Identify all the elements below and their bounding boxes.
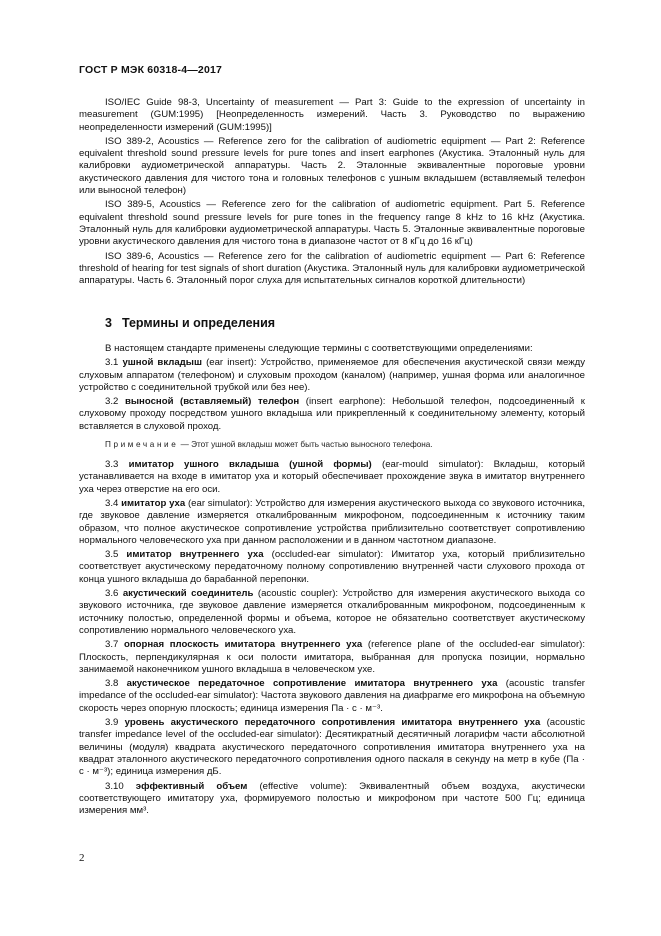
term-name: уровень акустического передаточного сопротивления имитатора внутреннего уха (124, 717, 541, 729)
term-name: имитатор ушного вкладыша (ушной формы) (128, 459, 372, 471)
term-name: акустическое передаточное сопротивление имитатора внутреннего уха (126, 678, 498, 690)
term-name: опорная плоскость имитатора внутреннего уха (124, 639, 363, 651)
normative-references (79, 97, 585, 289)
section-number: 3 (105, 316, 112, 330)
term-3-9: 3.9 уровень акустического передаточного сопротивления имитатора внутреннего уха (acoustic transfer impedance level of the occluded-ear simulator): Десятикратный десятичный логарифм части абсолютной величины (модуля) квадрата акустического передаточного сопротивления имитатора внутреннего уха на квадрат эталонного акустического передаточного сопротивления одного паскаля в секунду на метр в кубе (Па · с · м⁻³); единица измерения дБ. (79, 717, 585, 778)
terms-list (79, 343, 585, 819)
note-label: Примечание (105, 440, 179, 450)
reference-iso-389-6: ISO 389-6, Acoustics — Reference zero for the calibration of audiometric equipment — Part 6: Reference threshold of hearing for test signals of short duration (Акустика. Эталонный нуль для калибровки аудиометрической аппаратуры. Часть 6. Эталонный порог слуха для испытательных сигналов короткой длительности) (79, 250, 585, 287)
term-name: акустический соединитель (122, 588, 254, 600)
term-3-10: 3.10 эффективный объем (effective volume): Эквивалентный объем воздуха, акустически соответствующего имитатору уха, формируемого полостью и микрофоном при частоте 500 Гц; единица измерения мм³. (79, 780, 586, 817)
terms-intro: В настоящем стандарте применены следующие термины с соответствующими определениями: (105, 343, 533, 354)
page-number: 2 (79, 852, 85, 864)
reference-iso-389-5: ISO 389-5, Acoustics — Reference zero for the calibration of audiometric equipment. Part 5. Reference equivalent threshold sound pressure levels for pure tones in the frequency range 8 kHz to 16 kHz (Акустика. Эталонный нуль для калибровки аудиометрической аппаратуры. Часть 5. Эталонные эквивалентные пороговые уровни акустического давления для чистого тона в диапазоне частот от 8 кГц до 16 кГц) (79, 199, 585, 248)
term-3-7: 3.7 опорная плоскость имитатора внутреннего уха (reference plane of the occluded-ear simulator): Плоскость, перпендикулярная к оси полости имитатора, выбранная для пропуска позиции, нормально занимаемой наконечником ушного вкладыша в человеческом ухе. (79, 639, 585, 675)
term-name: эффективный объем (135, 780, 248, 792)
term-name: имитатор внутреннего уха (126, 549, 264, 561)
term-3-6: 3.6 акустический соединитель (acoustic coupler): Устройство для измерения акустического выхода со звукового источника, где звуковое давление измеряется откалиброванным микрофоном, подсоединенным к источнику полостью, определенной формы и объема, которое не обязательно соответствует акустическому сопротивлению нормального человеческого уха. (79, 588, 585, 636)
term-name: имитатор уха (121, 497, 186, 509)
term-3-1: 3.1 ушной вкладыш (ear insert): Устройство, применяемое для обеспечения акустической связи между слуховым аппаратом (телефоном) и слуховым проходом (каналом) (например, ушная форма или аналогичное устройство с соединительной трубкой или без нее). (79, 357, 586, 393)
term-3-8: 3.8 акустическое передаточное сопротивление имитатора внутреннего уха (acoustic transfer impedance of the occluded-ear simulator): Частота звукового давления на диафрагме его микрофона на объемную скорость через опорную плоскость; единица измерения Па · с · м⁻³. (79, 678, 585, 714)
term-note: Примечание — Этот ушной вкладыш может быть частью выносного телефона. (105, 440, 433, 450)
term-3-3: 3.3 имитатор ушного вкладыша (ушной формы) (ear-mould simulator): Вкладыш, который устанавливается на входе в имитатор уха и который обеспечивает прохождение звука в имитатор внутреннего уха через отверстие на его оси. (79, 459, 586, 495)
section-heading (105, 316, 275, 330)
term-3-5: 3.5 имитатор внутреннего уха (occluded-ear simulator): Имитатор уха, который приблизительно соответствует акустическому передаточному полному сопротивлению внутренней части слухового прохода от конца ушного вкладыша до барабанной перепонки. (79, 549, 586, 585)
reference-iso-guide-98-3: ISO/IEC Guide 98-3, Uncertainty of measurement — Part 3: Guide to the expression of uncertainty in measurement (GUM:1995) [Неопределенность измерений. Часть 3. Руководство по выражению неопределенности измерений (GUM:1995)] (79, 97, 585, 133)
term-name: ушной вкладыш (122, 357, 202, 369)
term-3-4: 3.4 имитатор уха (ear simulator): Устройство для измерения акустического выхода со звукового источника, где звуковое давление измеряется откалиброванным микрофоном, подсоединенным к источнику таким образом, что полное акустическое сопротивление устройства приблизительно соответствует сопротивлению нормального человеческого уха при данном расположении и в данном частотном диапазоне. (79, 497, 585, 546)
document-header: ГОСТ Р МЭК 60318-4—2017 (79, 64, 223, 76)
reference-iso-389-2: ISO 389-2, Acoustics — Reference zero for the calibration of audiometric equipment — Part 2: Reference equivalent threshold sound pressure levels for pure tones and insert earphones (Акустика. Эталонный нуль для калибровки аудиометрической аппаратуры. Часть 2. Эталонные эквивалентные пороговые уровни акустического давления для чистого тона и головных телефонов с ушным вкладышем (вставляемый телефон или выносной телефон) (79, 135, 585, 197)
term-name: выносной (вставляемый) телефон (124, 396, 300, 408)
term-3-2: 3.2 выносной (вставляемый) телефон (insert earphone): Небольшой телефон, подсоединенный к слуховому проходу посредством ушного вкладыша или прикрепленный к соединительному элементу, который вставляется в слуховой проход. (79, 396, 585, 432)
section-title: Термины и определения (121, 316, 276, 330)
